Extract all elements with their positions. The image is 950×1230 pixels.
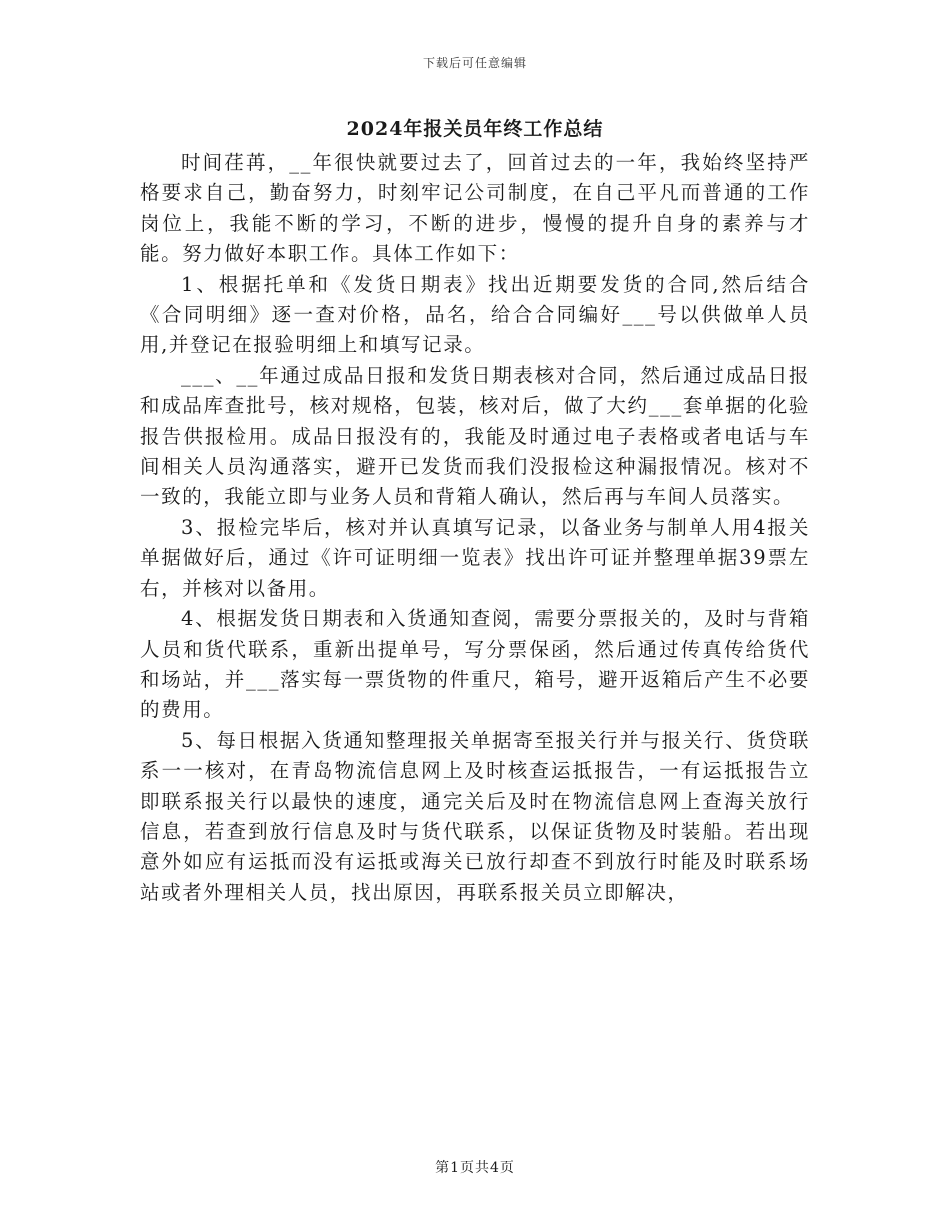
page-number: 第1页共4页: [435, 1160, 515, 1176]
paragraph-item-2: ___、__年通过成品日报和发货日期表核对合同，然后通过成品日报和成品库查批号，核对规格，包装，核对后，做了大约___套单据的化验报告供报检用。成品日报没有的，我能及时通过电子表格或者电话与车间相关人员沟通落实，避开已发货而我们没报检这种漏报情况。核对不一致的，我能立即与业务人员和背箱人确认，然后再与车间人员落实。: [140, 363, 810, 509]
paragraph-item-5: 5、每日根据入货通知整理报关单据寄至报关行并与报关行、货贷联系一一核对，在青岛物流信息网上及时核查运抵报告，一有运抵报告立即联系报关行以最快的速度，通完关后及时在物流信息网上查海关放行信息，若查到放行信息及时与货代联系，以保证货物及时装船。若出现意外如应有运抵而没有运抵或海关已放行却查不到放行时能及时联系场站或者外理相关人员，找出原因，再联系报关员立即解决，: [140, 728, 810, 904]
paragraph-item-1: 1、根据托单和《发货日期表》找出近期要发货的合同,然后结合《合同明细》逐一查对价格，品名，给合合同编好___号以供做单人员用,并登记在报验明细上和填写记录。: [140, 272, 810, 357]
paragraph-item-3: 3、报检完毕后，核对并认真填写记录，以备业务与制单人用4报关单据做好后，通过《许可证明细一览表》找出许可证并整理单据39票左右，并核对以备用。: [140, 515, 810, 600]
paragraph-intro: 时间荏苒，__年很快就要过去了，回首过去的一年，我始终坚持严格要求自己，勤奋努力，时刻牢记公司制度，在自己平凡而普通的工作岗位上，我能不断的学习，不断的进步，慢慢的提升自身的素养与才能。努力做好本职工作。具体工作如下：: [140, 151, 810, 266]
header-note: 下载后可任意编辑: [422, 56, 527, 70]
document-title: 2024年报关员年终工作总结: [346, 118, 604, 140]
paragraph-item-4: 4、根据发货日期表和入货通知查阅，需要分票报关的，及时与背箱人员和货代联系，重新出提单号，写分票保函，然后通过传真传给货代和场站，并___落实每一票货物的件重尺，箱号，避开返箱后产生不必要的费用。: [140, 607, 810, 722]
document-body: [140, 148, 810, 908]
